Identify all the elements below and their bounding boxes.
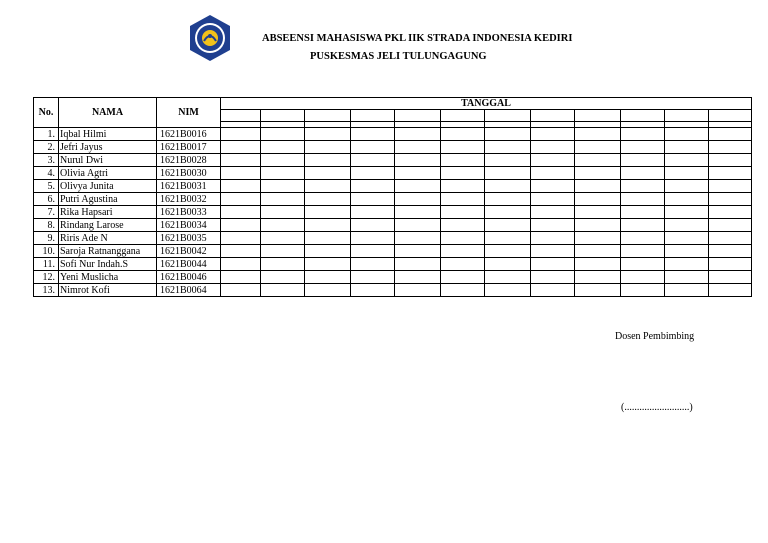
attendance-cell[interactable] (485, 128, 531, 141)
attendance-cell[interactable] (395, 245, 441, 258)
attendance-cell[interactable] (395, 258, 441, 271)
attendance-cell[interactable] (351, 128, 395, 141)
table-row (34, 258, 752, 271)
attendance-cell[interactable] (221, 154, 261, 167)
attendance-cell[interactable] (621, 193, 665, 206)
attendance-cell[interactable] (261, 271, 305, 284)
attendance-cell[interactable] (665, 206, 709, 219)
row-number: 4. (34, 167, 59, 180)
attendance-cell[interactable] (621, 245, 665, 258)
attendance-cell[interactable] (395, 219, 441, 232)
attendance-cell[interactable] (221, 128, 261, 141)
attendance-cell[interactable] (221, 193, 261, 206)
student-name: Yeni Muslicha (59, 271, 157, 284)
row-number: 1. (34, 128, 59, 141)
attendance-cell[interactable] (531, 141, 575, 154)
document-title: ABSEENSI MAHASISWA PKL IIK STRADA INDONESIA KEDIRI (262, 33, 573, 44)
attendance-cell[interactable] (665, 128, 709, 141)
student-nim: 1621B0042 (157, 245, 221, 258)
attendance-cell[interactable] (261, 154, 305, 167)
attendance-cell[interactable] (351, 232, 395, 245)
attendance-cell[interactable] (485, 245, 531, 258)
attendance-cell[interactable] (351, 193, 395, 206)
row-number: 11. (34, 258, 59, 271)
attendance-cell[interactable] (709, 219, 752, 232)
attendance-cell[interactable] (709, 271, 752, 284)
attendance-cell[interactable] (351, 180, 395, 193)
attendance-cell[interactable] (575, 284, 621, 297)
attendance-cell[interactable] (221, 141, 261, 154)
attendance-cell[interactable] (709, 258, 752, 271)
attendance-cell[interactable] (575, 167, 621, 180)
attendance-cell[interactable] (261, 258, 305, 271)
attendance-cell[interactable] (441, 128, 485, 141)
table-row (34, 245, 752, 258)
attendance-cell[interactable] (621, 271, 665, 284)
student-nim: 1621B0046 (157, 271, 221, 284)
attendance-rows (34, 128, 752, 297)
attendance-cell[interactable] (441, 284, 485, 297)
student-name: Nimrot Kofi (59, 284, 157, 297)
attendance-cell[interactable] (621, 219, 665, 232)
student-nim: 1621B0064 (157, 284, 221, 297)
student-nim: 1621B0044 (157, 258, 221, 271)
attendance-cell[interactable] (531, 167, 575, 180)
student-name: Olivia Agtri (59, 167, 157, 180)
attendance-cell[interactable] (709, 206, 752, 219)
student-nim: 1621B0031 (157, 180, 221, 193)
attendance-cell[interactable] (441, 258, 485, 271)
attendance-cell[interactable] (305, 245, 351, 258)
attendance-cell[interactable] (221, 232, 261, 245)
date-cell (351, 110, 395, 122)
student-name: Nurul Dwi (59, 154, 157, 167)
student-name: Olivya Junita (59, 180, 157, 193)
attendance-cell[interactable] (395, 154, 441, 167)
date-cell (575, 110, 621, 122)
attendance-cell[interactable] (351, 154, 395, 167)
table-row (34, 167, 752, 180)
attendance-cell[interactable] (351, 206, 395, 219)
row-number: 10. (34, 245, 59, 258)
attendance-cell[interactable] (221, 219, 261, 232)
attendance-cell[interactable] (351, 141, 395, 154)
attendance-cell[interactable] (395, 284, 441, 297)
attendance-cell[interactable] (261, 193, 305, 206)
attendance-cell[interactable] (709, 232, 752, 245)
attendance-cell[interactable] (441, 271, 485, 284)
attendance-cell[interactable] (485, 180, 531, 193)
attendance-cell[interactable] (575, 271, 621, 284)
attendance-cell[interactable] (665, 141, 709, 154)
attendance-cell[interactable] (305, 271, 351, 284)
attendance-cell[interactable] (441, 206, 485, 219)
student-nim: 1621B0017 (157, 141, 221, 154)
attendance-cell[interactable] (485, 271, 531, 284)
date-cell (665, 110, 709, 122)
supervisor-label: Dosen Pembimbing (615, 331, 695, 342)
attendance-cell[interactable] (305, 154, 351, 167)
attendance-cell[interactable] (221, 245, 261, 258)
attendance-cell[interactable] (621, 154, 665, 167)
student-name: Iqbal Hilmi (59, 128, 157, 141)
signature-placeholder: (..........................) (621, 402, 693, 413)
attendance-cell[interactable] (305, 167, 351, 180)
attendance-cell[interactable] (395, 141, 441, 154)
attendance-cell[interactable] (485, 154, 531, 167)
attendance-cell[interactable] (709, 245, 752, 258)
attendance-cell[interactable] (531, 219, 575, 232)
attendance-cell[interactable] (305, 180, 351, 193)
attendance-cell[interactable] (531, 232, 575, 245)
attendance-cell[interactable] (351, 258, 395, 271)
attendance-cell[interactable] (395, 180, 441, 193)
attendance-cell[interactable] (305, 193, 351, 206)
attendance-cell[interactable] (395, 193, 441, 206)
column-header-tanggal: TANGGAL (221, 98, 752, 110)
attendance-cell[interactable] (441, 167, 485, 180)
student-name: Riris Ade N (59, 232, 157, 245)
attendance-cell[interactable] (261, 180, 305, 193)
attendance-cell[interactable] (665, 232, 709, 245)
attendance-cell[interactable] (531, 206, 575, 219)
attendance-cell[interactable] (621, 232, 665, 245)
attendance-cell[interactable] (261, 141, 305, 154)
attendance-cell[interactable] (351, 245, 395, 258)
date-cell (621, 110, 665, 122)
attendance-cell[interactable] (665, 154, 709, 167)
attendance-cell[interactable] (305, 141, 351, 154)
column-header-nim: NIM (157, 98, 221, 128)
student-name: Saroja Ratnanggana (59, 245, 157, 258)
student-nim: 1621B0016 (157, 128, 221, 141)
attendance-cell[interactable] (261, 284, 305, 297)
student-name: Jefri Jayus (59, 141, 157, 154)
university-seal-icon (186, 14, 234, 62)
attendance-cell[interactable] (531, 245, 575, 258)
attendance-cell[interactable] (621, 167, 665, 180)
attendance-cell[interactable] (665, 271, 709, 284)
attendance-cell[interactable] (395, 128, 441, 141)
column-header-no: No. (34, 98, 59, 128)
attendance-cell[interactable] (485, 193, 531, 206)
attendance-table (33, 97, 752, 297)
attendance-cell[interactable] (261, 206, 305, 219)
attendance-cell[interactable] (575, 219, 621, 232)
attendance-cell[interactable] (261, 167, 305, 180)
attendance-cell[interactable] (621, 141, 665, 154)
table-row (34, 180, 752, 193)
attendance-cell[interactable] (665, 219, 709, 232)
attendance-cell[interactable] (709, 180, 752, 193)
student-name: Rindang Larose (59, 219, 157, 232)
attendance-cell[interactable] (531, 271, 575, 284)
attendance-cell[interactable] (441, 180, 485, 193)
attendance-cell[interactable] (305, 232, 351, 245)
date-cell (261, 110, 305, 122)
attendance-cell[interactable] (575, 193, 621, 206)
table-row (34, 271, 752, 284)
attendance-cell[interactable] (221, 206, 261, 219)
row-number: 2. (34, 141, 59, 154)
attendance-cell[interactable] (305, 258, 351, 271)
table-row (34, 206, 752, 219)
attendance-cell[interactable] (485, 219, 531, 232)
attendance-cell[interactable] (575, 258, 621, 271)
attendance-cell[interactable] (665, 284, 709, 297)
attendance-cell[interactable] (261, 219, 305, 232)
attendance-cell[interactable] (575, 180, 621, 193)
attendance-cell[interactable] (261, 128, 305, 141)
attendance-cell[interactable] (221, 258, 261, 271)
row-number: 9. (34, 232, 59, 245)
attendance-cell[interactable] (441, 245, 485, 258)
attendance-cell[interactable] (395, 167, 441, 180)
attendance-cell[interactable] (351, 219, 395, 232)
table-row (34, 232, 752, 245)
attendance-cell[interactable] (665, 245, 709, 258)
date-cell (485, 110, 531, 122)
attendance-cell[interactable] (575, 245, 621, 258)
attendance-cell[interactable] (441, 232, 485, 245)
attendance-cell[interactable] (665, 193, 709, 206)
student-nim: 1621B0034 (157, 219, 221, 232)
attendance-cell[interactable] (351, 284, 395, 297)
attendance-cell[interactable] (395, 271, 441, 284)
attendance-cell[interactable] (441, 141, 485, 154)
attendance-cell[interactable] (531, 128, 575, 141)
table-row (34, 193, 752, 206)
student-nim: 1621B0032 (157, 193, 221, 206)
table-row (34, 154, 752, 167)
attendance-cell[interactable] (485, 284, 531, 297)
table-row (34, 141, 752, 154)
attendance-cell[interactable] (575, 206, 621, 219)
date-cell (709, 110, 752, 122)
attendance-cell[interactable] (261, 245, 305, 258)
attendance-cell[interactable] (305, 128, 351, 141)
attendance-cell[interactable] (305, 206, 351, 219)
table-row (34, 219, 752, 232)
attendance-cell[interactable] (575, 128, 621, 141)
attendance-cell[interactable] (575, 232, 621, 245)
attendance-cell[interactable] (665, 180, 709, 193)
date-cell (531, 110, 575, 122)
date-cell (395, 110, 441, 122)
row-number: 7. (34, 206, 59, 219)
attendance-cell[interactable] (531, 154, 575, 167)
attendance-cell[interactable] (441, 219, 485, 232)
attendance-cell[interactable] (395, 206, 441, 219)
attendance-cell[interactable] (441, 154, 485, 167)
attendance-cell[interactable] (485, 206, 531, 219)
attendance-cell[interactable] (621, 284, 665, 297)
attendance-cell[interactable] (575, 154, 621, 167)
attendance-cell[interactable] (709, 193, 752, 206)
table-row (34, 284, 752, 297)
attendance-cell[interactable] (621, 258, 665, 271)
attendance-cell[interactable] (221, 271, 261, 284)
attendance-cell[interactable] (665, 167, 709, 180)
row-number: 5. (34, 180, 59, 193)
date-cell (221, 110, 261, 122)
student-name: Putri Agustina (59, 193, 157, 206)
column-header-nama: NAMA (59, 98, 157, 128)
attendance-cell[interactable] (485, 167, 531, 180)
attendance-cell[interactable] (531, 284, 575, 297)
row-number: 3. (34, 154, 59, 167)
attendance-cell[interactable] (395, 232, 441, 245)
student-nim: 1621B0033 (157, 206, 221, 219)
table-row (34, 128, 752, 141)
attendance-cell[interactable] (305, 219, 351, 232)
attendance-cell[interactable] (531, 180, 575, 193)
attendance-cell[interactable] (709, 284, 752, 297)
attendance-cell[interactable] (621, 180, 665, 193)
attendance-cell[interactable] (485, 232, 531, 245)
attendance-cell[interactable] (221, 284, 261, 297)
attendance-cell[interactable] (709, 154, 752, 167)
attendance-cell[interactable] (441, 193, 485, 206)
attendance-cell[interactable] (531, 193, 575, 206)
attendance-cell[interactable] (221, 167, 261, 180)
row-number: 6. (34, 193, 59, 206)
attendance-cell[interactable] (261, 232, 305, 245)
student-name: Rika Hapsari (59, 206, 157, 219)
attendance-cell[interactable] (305, 284, 351, 297)
attendance-cell[interactable] (485, 141, 531, 154)
attendance-cell[interactable] (485, 258, 531, 271)
student-nim: 1621B0030 (157, 167, 221, 180)
row-number: 8. (34, 219, 59, 232)
attendance-cell[interactable] (621, 206, 665, 219)
attendance-cell[interactable] (351, 167, 395, 180)
student-name: Sofi Nur Indah.S (59, 258, 157, 271)
attendance-cell[interactable] (221, 180, 261, 193)
attendance-cell[interactable] (665, 258, 709, 271)
row-number: 13. (34, 284, 59, 297)
document-subtitle: PUSKESMAS JELI TULUNGAGUNG (310, 51, 487, 62)
date-cell (441, 110, 485, 122)
attendance-cell[interactable] (709, 128, 752, 141)
date-cell (305, 110, 351, 122)
attendance-cell[interactable] (621, 128, 665, 141)
student-nim: 1621B0028 (157, 154, 221, 167)
attendance-cell[interactable] (709, 141, 752, 154)
attendance-cell[interactable] (531, 258, 575, 271)
student-nim: 1621B0035 (157, 232, 221, 245)
attendance-cell[interactable] (575, 141, 621, 154)
attendance-cell[interactable] (709, 167, 752, 180)
attendance-cell[interactable] (351, 271, 395, 284)
row-number: 12. (34, 271, 59, 284)
